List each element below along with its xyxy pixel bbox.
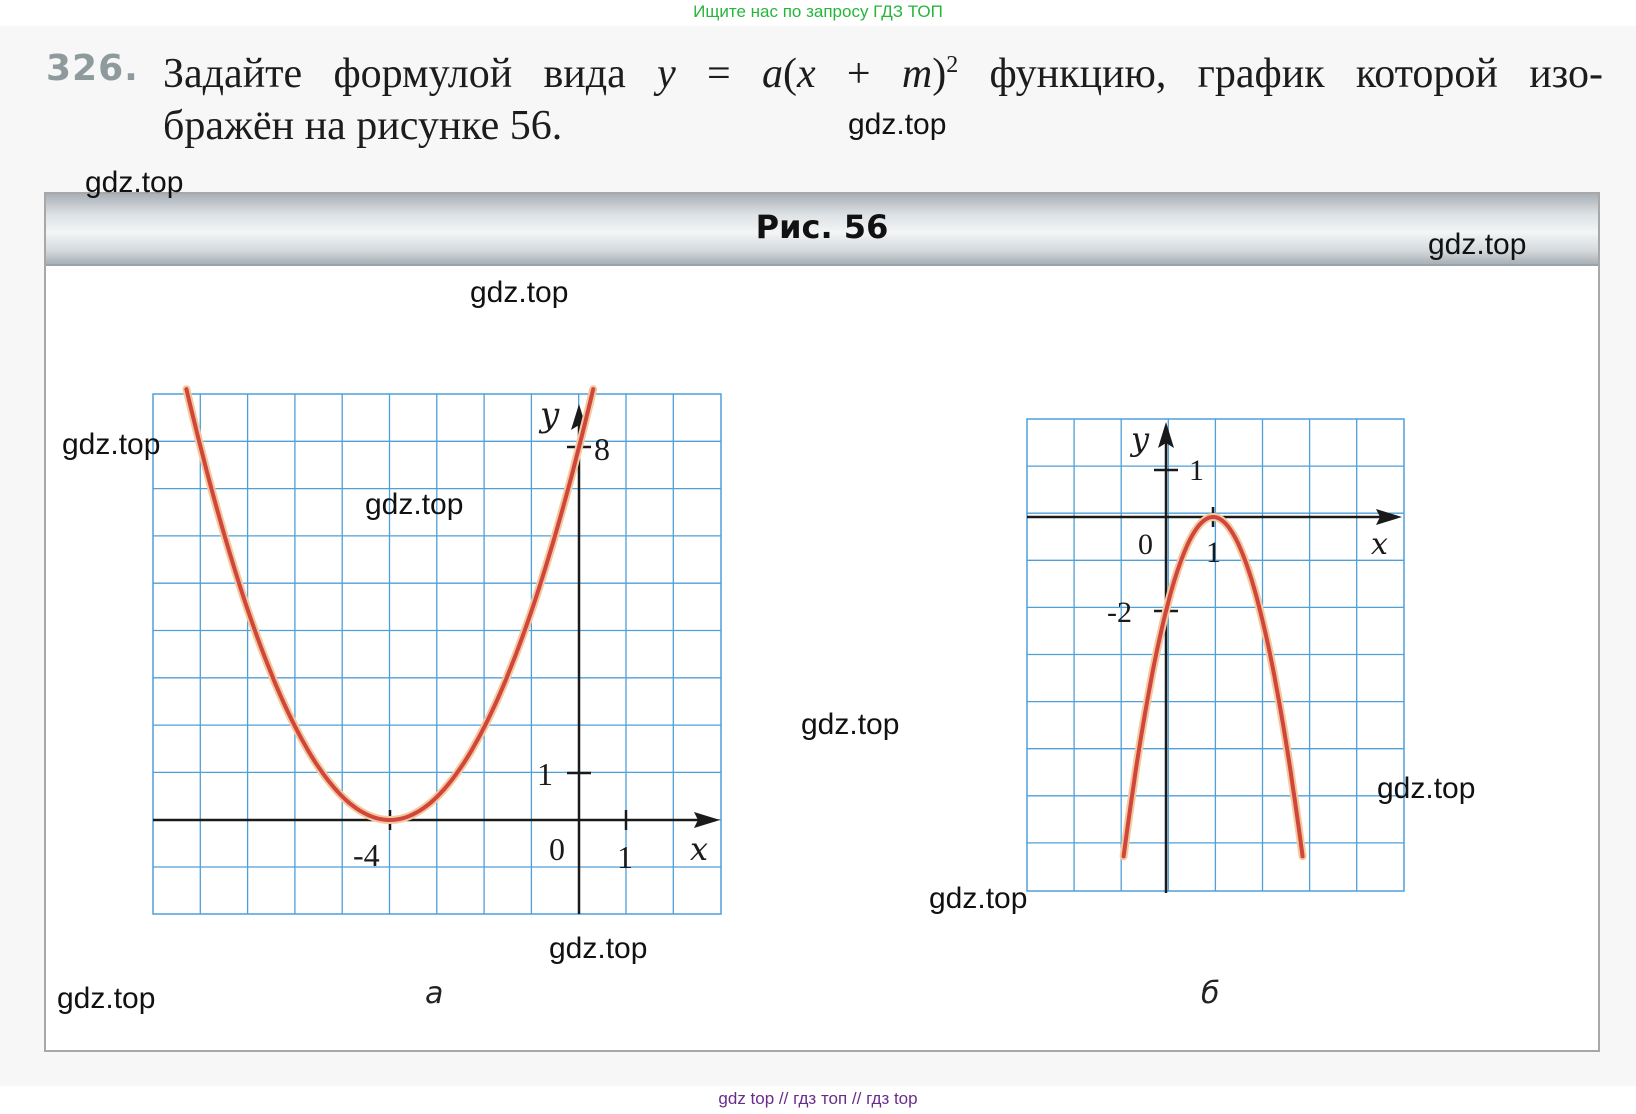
graph-a-ytick-1: 1	[537, 756, 553, 792]
problem-line-2: бражён на рисунке 56.	[163, 103, 563, 149]
watermark: gdz.top	[848, 108, 947, 141]
graph-a-caption: а	[425, 976, 444, 1011]
watermark: gdz.top	[365, 488, 464, 521]
watermark: gdz.top	[470, 276, 569, 309]
formula-x: x	[796, 51, 816, 97]
graph-b-origin: 0	[1138, 528, 1153, 561]
formula-exponent: 2	[946, 52, 959, 78]
graph-b-caption: б	[1201, 976, 1220, 1011]
problem-text-end: функцию, график которой изо-	[958, 51, 1604, 97]
formula-y: y	[657, 51, 676, 97]
watermark: gdz.top	[57, 982, 156, 1015]
formula-close-paren: )	[932, 51, 947, 97]
watermark: gdz.top	[549, 932, 648, 965]
graph-a-xtick-1: 1	[617, 839, 633, 875]
graph-b	[1027, 419, 1404, 893]
graph-b-x-label: x	[1371, 527, 1388, 562]
formula-a: a	[761, 51, 783, 97]
graph-a-x-label: x	[690, 830, 709, 868]
watermark: gdz.top	[801, 708, 900, 741]
formula-m: m	[901, 51, 933, 97]
graph-a-ytick-8: 8	[594, 431, 610, 467]
watermark: gdz.top	[85, 166, 184, 199]
footer-bar: gdz top // гдз топ // гдз top	[0, 1086, 1636, 1114]
watermark: gdz.top	[62, 428, 161, 461]
graph-a-xtick-minus4: -4	[353, 837, 380, 873]
watermark: gdz.top	[1377, 772, 1476, 805]
top-banner: Ищите нас по запросу ГДЗ ТОП	[693, 2, 943, 21]
graph-a-origin: 0	[549, 831, 565, 867]
graph-a-y-label: y	[540, 395, 560, 435]
graph-b-grid	[1027, 419, 1404, 891]
graph-b-y-label: y	[1131, 420, 1150, 458]
problem-text-start: Задайте формулой вида	[163, 51, 658, 97]
graph-b-ytick-minus2: -2	[1107, 596, 1132, 629]
formula-open-paren: (	[782, 51, 797, 97]
formula-plus: +	[815, 51, 902, 97]
graph-b-xtick-1: 1	[1206, 536, 1221, 569]
graph-b-ytick-1: 1	[1189, 454, 1204, 487]
graph-a	[153, 389, 721, 914]
problem-number: 326.	[46, 48, 139, 89]
watermark: gdz.top	[929, 882, 1028, 915]
figure-title: Рис. 56	[755, 208, 889, 246]
formula-equals: =	[675, 51, 762, 97]
watermark: gdz.top	[1428, 228, 1527, 261]
graph-a-grid	[153, 394, 721, 914]
